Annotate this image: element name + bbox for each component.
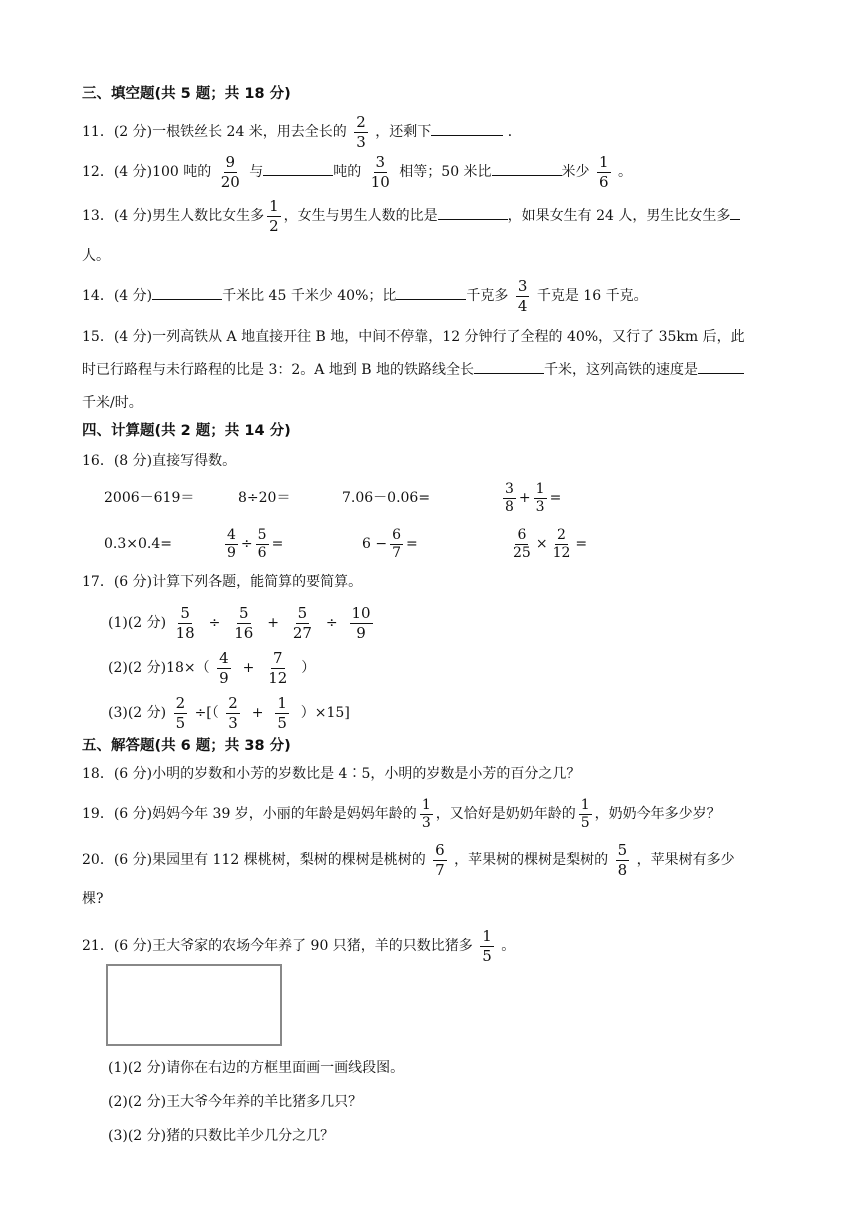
q11-blank[interactable] (431, 121, 503, 136)
q11-text: 11．(2 分)一根铁丝长 24 米，用去全长的 (82, 124, 347, 140)
q11-text-2: ，还剩下 (375, 124, 432, 140)
question-21: 21．(6 分)王大爷家的农场今年养了 90 只猪，羊的只数比猪多 $\frac{1}{5}$ 。 (82, 926, 516, 965)
q16-expr-3: 7.06－0.06= (342, 490, 431, 506)
q21-part-3: (3)(2 分)猪的只数比羊少几分之几？ (108, 1128, 335, 1144)
q14-blank-1[interactable] (152, 285, 222, 300)
section-3-title: 三、填空题(共 5 题；共 18 分) (82, 86, 291, 102)
q17-part-3: (3)(2 分) $\frac{2}{5}$ ÷[（ $\frac{2}{3}$ + $\frac{1}{5}$ ）×15] (108, 693, 350, 732)
q16-expr-7: 6 − $\frac{6}{7}$ = (362, 526, 418, 561)
q12-fraction-1: $\frac{9}{20}$ (220, 152, 240, 191)
q17-part-2: (2)(2 分)18×（ $\frac{4}{9}$ + $\frac{7}{12}$ ） (108, 648, 316, 687)
question-13: 13．(4 分)男生人数比女生多 $\frac{1}{2}$ ，女生与男生人数的比是 ，如果女生有 24 人，男生比女生多 (82, 196, 740, 236)
question-16: 16．(8 分)直接写得数。 (82, 453, 237, 469)
q15-blank-2[interactable] (698, 359, 744, 374)
question-14: 14．(4 分) 千米比 45 千米少 40%；比 千克多 $\frac{3}{4}$ 千克是 16 千克。 (82, 276, 648, 315)
question-12: 12．(4 分)100 吨的 $\frac{9}{20}$ 与 吨的 $\frac{3}{10}$ 相等；50 米比 米少 $\frac{1}{6}$ 。 (82, 152, 632, 191)
question-15-line-3: 千米/时。 (82, 395, 143, 411)
q11-fraction: $\frac{2}{3}$ (356, 112, 366, 151)
question-15-line-2: 时已行路程与未行路程的比是 3：2。A 地到 B 地的铁路线全长 千米，这列高铁的速度是 (82, 359, 744, 380)
section-4-title: 四、计算题(共 2 题；共 14 分) (82, 423, 291, 439)
question-17: 17．(6 分)计算下列各题，能简算的要简算。 (82, 574, 363, 590)
q13-blank-2[interactable] (730, 205, 740, 220)
q12-fraction-2: $\frac{3}{10}$ (370, 152, 390, 191)
q12-fraction-3: $\frac{1}{6}$ (599, 152, 609, 191)
q12-text: 12．(4 分)100 吨的 (82, 164, 212, 180)
q14-blank-2[interactable] (396, 285, 466, 300)
q13-blank-1[interactable] (438, 205, 508, 220)
q16-expr-5: 0.3×0.4= (104, 536, 172, 552)
drawing-box[interactable] (106, 964, 282, 1046)
question-11: 11．(2 分)一根铁丝长 24 米，用去全长的 $\frac{2}{3}$ ，还剩下 ． (82, 112, 522, 151)
question-18: 18．(6 分)小明的岁数和小芳的岁数比是 4∶5，小明的岁数是小芳的百分之几？ (82, 766, 581, 782)
question-15-line-1: 15．(4 分)一列高铁从 A 地直接开往 B 地，中间不停靠，12 分钟行了全程的 40%，又行了 35km 后，此 (82, 329, 745, 345)
q12-blank-2[interactable] (492, 161, 562, 176)
q16-expr-8: $\frac{6}{25}$ × $\frac{2}{12}$ = (513, 526, 588, 561)
q16-expr-6: $\frac{4}{9}$ ÷ $\frac{5}{6}$ = (227, 526, 284, 561)
q21-part-1: (1)(2 分)请你在右边的方框里面画一画线段图。 (108, 1060, 405, 1076)
q20-line-2: 棵? (82, 891, 104, 907)
question-20: 20．(6 分)果园里有 112 棵桃树，梨树的棵树是桃树的 $\frac{6}{7}$ ，苹果树的棵树是梨树的 $\frac{5}{8}$ ，苹果树有多少 (82, 840, 735, 879)
q14-fraction: $\frac{3}{4}$ (517, 276, 528, 315)
section-5-title: 五、解答题(共 6 题；共 38 分) (82, 738, 291, 754)
q13-line-2: 人。 (82, 248, 110, 264)
q13-text: 13．(4 分)男生人数比女生多 (82, 208, 265, 224)
q17-part-1: (1)(2 分) $\frac{5}{18}$ ÷ $\frac{5}{16}$ + $\frac{5}{27}$ ÷ $\frac{10}{9}$ (108, 603, 371, 642)
q12-blank-1[interactable] (263, 161, 333, 176)
q15-blank-1[interactable] (474, 359, 544, 374)
q16-expr-1: 2006－619＝ (104, 490, 195, 506)
q13-fraction: $\frac{1}{2}$ (269, 196, 279, 235)
question-19: 19．(6 分)妈妈今年 39 岁，小丽的年龄是妈妈年龄的 $\frac{1}{3}$ ，又恰好是奶奶年龄的 $\frac{1}{5}$ ，奶奶今年多少岁？ (82, 796, 721, 831)
q16-expr-4: $\frac{3}{8}$ + $\frac{1}{3}$ = (505, 480, 562, 515)
q21-part-2: (2)(2 分)王大爷今年养的羊比猪多几只？ (108, 1094, 363, 1110)
q16-expr-2: 8÷20＝ (238, 490, 291, 506)
